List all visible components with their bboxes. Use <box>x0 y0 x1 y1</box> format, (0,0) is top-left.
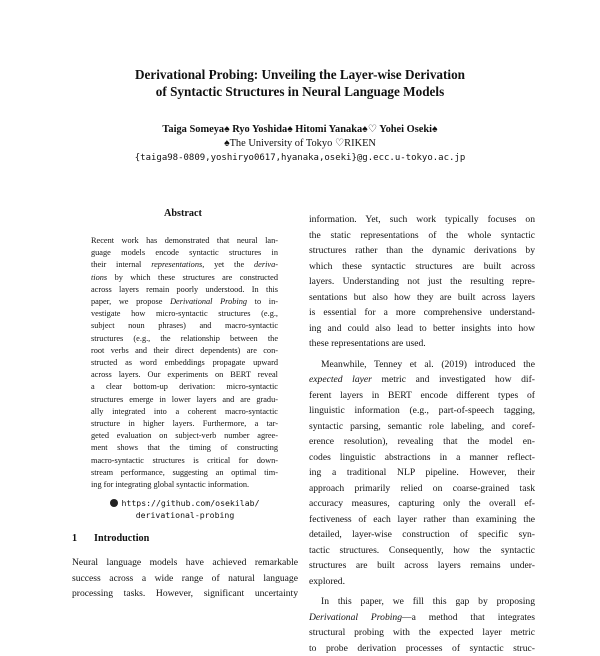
body-line: approach primarily relied on coarse-grained task <box>309 481 535 497</box>
github-link[interactable] <box>90 497 280 521</box>
abstract-line: ally integrated into a coherent macro-syntactic <box>91 406 278 418</box>
body-line: processing tasks. However, significant uncertainty <box>72 586 298 602</box>
body-line: to probe derivation processes of syntactic struc- <box>309 641 535 656</box>
body-line: Derivational Probing—a method that integrates <box>309 610 535 626</box>
section-title: Introduction <box>94 533 149 544</box>
body-line: codes linguistic abstractions in a manner reflect- <box>309 450 535 466</box>
body-line: structures rather than the dynamic derivations by <box>309 243 535 259</box>
body-line: In this paper, we fill this gap by proposing <box>309 594 535 610</box>
github-url-line[interactable]: https://github.com/osekilab/ <box>121 498 259 508</box>
body-line: structural probing with the expected layer metric <box>309 625 535 641</box>
body-line: sentations but also how they are built across layers <box>309 290 535 306</box>
author-list: Taiga Someya♠ Ryo Yoshida♠ Hitomi Yanaka♠♡ Yohei Oseki♠ <box>0 123 600 137</box>
body-line: information. Yet, such work typically focuses on <box>309 212 535 228</box>
abstract-line: geted evaluation on subject-verb number agree- <box>91 430 278 442</box>
intro-right-column <box>309 212 535 656</box>
abstract-line: a clear bottom-up derivation: micro-syntactic <box>91 381 278 393</box>
body-line: fectiveness of each layer rather than examining the <box>309 512 535 528</box>
body-line: structures are built across layers remains under- <box>309 558 535 574</box>
body-line: linguistic information (e.g., part-of-speech tagging, <box>309 403 535 419</box>
title-line: of Syntactic Structures in Neural Language Models <box>0 83 600 100</box>
body-line: these representations are used. <box>309 336 535 352</box>
body-line: layers. Understanding not just the resulting repre- <box>309 274 535 290</box>
section-number: 1 <box>72 533 94 544</box>
github-url-line[interactable]: derivational-probing <box>90 509 280 521</box>
abstract-heading: Abstract <box>88 208 278 219</box>
body-line: accuracy measures, capturing only the overall ef- <box>309 496 535 512</box>
intro-left-column <box>72 555 298 602</box>
section-heading-introduction <box>72 533 149 544</box>
abstract-line: across layers remain poorly understood. In this <box>91 284 278 296</box>
body-line: expected layer metric and investigated how dif- <box>309 372 535 388</box>
body-line: ing a traditional NLP pipeline. However, their <box>309 465 535 481</box>
body-line: the static representations of the whole syntactic <box>309 228 535 244</box>
abstract-line: structures emerge in lower layers and are gradu- <box>91 394 278 406</box>
body-line: detailed, layer-wise construction of specific syn- <box>309 527 535 543</box>
abstract-line: guage models encode syntactic structures in <box>91 247 278 259</box>
body-line: success across a wide range of natural language <box>72 571 298 587</box>
abstract-line: Recent work has demonstrated that neural lan- <box>91 235 278 247</box>
abstract-body <box>91 235 278 491</box>
author-emails: {taiga98-0809,yoshiryo0617,hyanaka,oseki}@g.ecc.u-tokyo.ac.jp <box>0 151 600 165</box>
abstract-line: their internal representations, yet the deriva- <box>91 259 278 271</box>
github-icon <box>110 499 118 507</box>
abstract-line: subject noun phrases) and macro-syntactic <box>91 320 278 332</box>
body-line: syntactic parsing, semantic role labeling, and coref- <box>309 419 535 435</box>
title-line: Derivational Probing: Unveiling the Layer-wise Derivation <box>0 66 600 83</box>
abstract-line: stream performance, suggesting an optimal tim- <box>91 467 278 479</box>
body-line: Meanwhile, Tenney et al. (2019) introduced the <box>309 357 535 373</box>
abstract-line: ing for integrating global syntactic information. <box>91 479 278 491</box>
abstract-line: structed as word embeddings propagate upward <box>91 357 278 369</box>
abstract-line: tions by which these structures are constructed <box>91 272 278 284</box>
body-line: erence resolution), revealing that the model en- <box>309 434 535 450</box>
abstract-line: paper, we propose Derivational Probing to in- <box>91 296 278 308</box>
body-line: which these syntactic structures are built across <box>309 259 535 275</box>
body-line: ing and could also lead to better insights into how <box>309 321 535 337</box>
affiliation: ♠The University of Tokyo ♡RIKEN <box>0 137 600 151</box>
body-line: is essential for a more comprehensive understand- <box>309 305 535 321</box>
abstract-line: ment shows that the timing of constructing <box>91 442 278 454</box>
body-line: explored. <box>309 574 535 590</box>
abstract-line: macro-syntactic structures is critical for down- <box>91 455 278 467</box>
abstract-line: vestigate how micro-syntactic structures (e.g., <box>91 308 278 320</box>
abstract-line: structure in higher layers. Furthermore, a tar- <box>91 418 278 430</box>
body-line: tactic structures. Consequently, how the syntactic <box>309 543 535 559</box>
paper-title <box>0 66 600 100</box>
body-line: Neural language models have achieved remarkable <box>72 555 298 571</box>
abstract-line: structures (e.g., the relationship between the <box>91 333 278 345</box>
abstract-line: across layers. Our experiments on BERT reveal <box>91 369 278 381</box>
abstract-line: root verbs and their direct dependents) are con- <box>91 345 278 357</box>
body-line: ferent layers in BERT encode different types of <box>309 388 535 404</box>
